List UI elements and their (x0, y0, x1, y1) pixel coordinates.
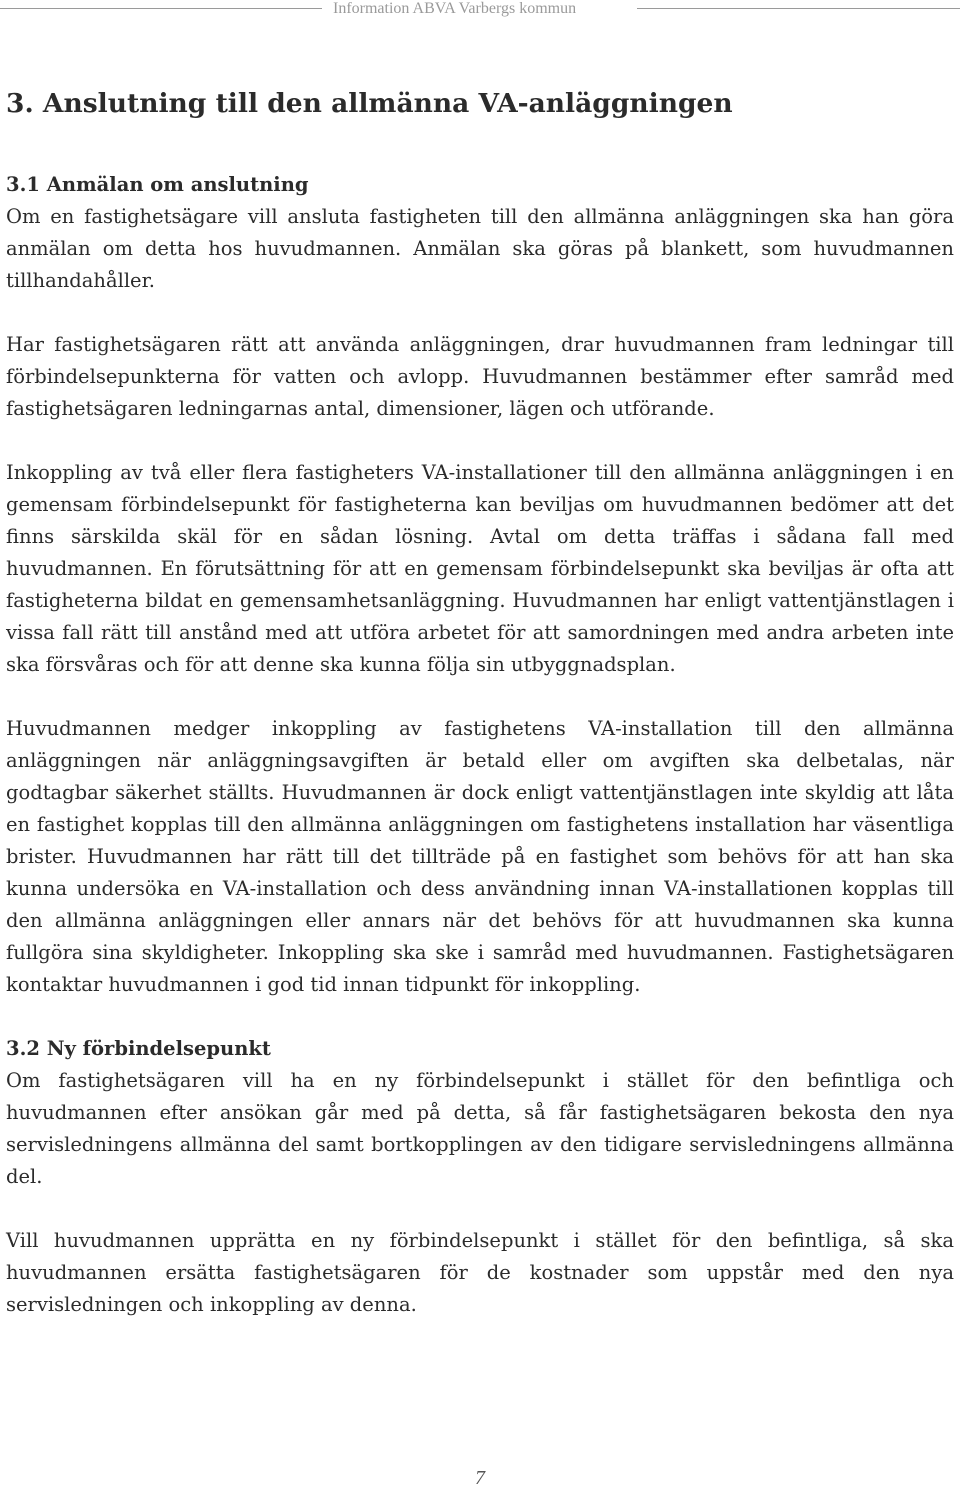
subsection-1-title: 3.1 Anmälan om anslutning (6, 173, 309, 196)
subsection-2-paragraph-2: Vill huvudmannen upprätta en ny förbindelsepunkt i stället för den befintliga, så ska huvudmannen ersätta fastighetsägaren för de kostnader som uppstår med den nya servisledningen och inkoppling av denna. (6, 1229, 954, 1316)
subsection-1-paragraph-4: Huvudmannen medger inkoppling av fastighetens VA-installation till den allmänna anläggningen när anläggningsavgiften är betald eller om avgiften ska delbetalas, när godtagbar säkerhet ställts. Huvudmannen är dock enligt vattentjänstlagen inte skyldig att låta en fastighet kopplas till den allmänna anläggningen om fastighetens installation har väsentliga brister. Huvudmannen har rätt till det tillträde på en fastighet som behövs för att han ska kunna undersöka en VA-installation och dess användning innan VA-installationen kopplas till den allmänna anläggningen eller annars när det behövs för att huvudmannen ska kunna fullgöra sina skyldigheter. Inkoppling ska ske i samråd med huvudmannen. Fastighetsägaren kontaktar huvudmannen i god tid innan tidpunkt för inkoppling. (6, 717, 954, 996)
subsection-1-paragraph-3: Inkoppling av två eller flera fastigheters VA-installationer till den allmänna anläggningen i en gemensam förbindelsepunkt för fastigheterna kan beviljas om huvudmannen bedömer att det finns särskilda skäl för en sådan lösning. Avtal om detta träffas i sådana fall med huvudmannen. En förutsättning för att en gemensam förbindelsepunkt ska beviljas är ofta att fastigheterna bildat en gemensamhetsanläggning. Huvudmannen har enligt vattentjänstlagen i vissa fall rätt till anstånd med att utföra arbetet för att samordningen med andra arbeten inte ska försvåras och för att denne ska kunna följa sin utbyggnadsplan. (6, 461, 954, 676)
page-header (0, 0, 960, 20)
header-rule-right (637, 8, 960, 9)
document-body (6, 85, 954, 1353)
subsection-1-paragraph-2: Har fastighetsägaren rätt att använda anläggningen, drar huvudmannen fram ledningar till förbindelsepunkterna för vatten och avlopp. Huvudmannen bestämmer efter samråd med fastighetsägaren ledningarnas antal, dimensioner, lägen och utförande. (6, 333, 954, 420)
subsection-1-paragraph-1: Om en fastighetsägare vill ansluta fastigheten till den allmänna anläggningen ska han göra anmälan om detta hos huvudmannen. Anmälan ska göras på blankett, som huvudmannen tillhandahåller. (6, 205, 954, 292)
section-title: 3. Anslutning till den allmänna VA-anläggningen (6, 88, 733, 119)
subsection-2-paragraph-1: Om fastighetsägaren vill ha en ny förbindelsepunkt i stället för den befintliga och huvudmannen efter ansökan går med på detta, så får fastighetsägaren bekosta den nya servisledningens allmänna del samt bortkopplingen av den tidigare servisledningens allmänna del. (6, 1069, 954, 1188)
subsection-2-title: 3.2 Ny förbindelsepunkt (6, 1037, 271, 1060)
page-number: 7 (475, 1467, 485, 1489)
header-rule-left (0, 8, 322, 9)
header-text: Information ABVA Varbergs kommun (333, 0, 577, 17)
